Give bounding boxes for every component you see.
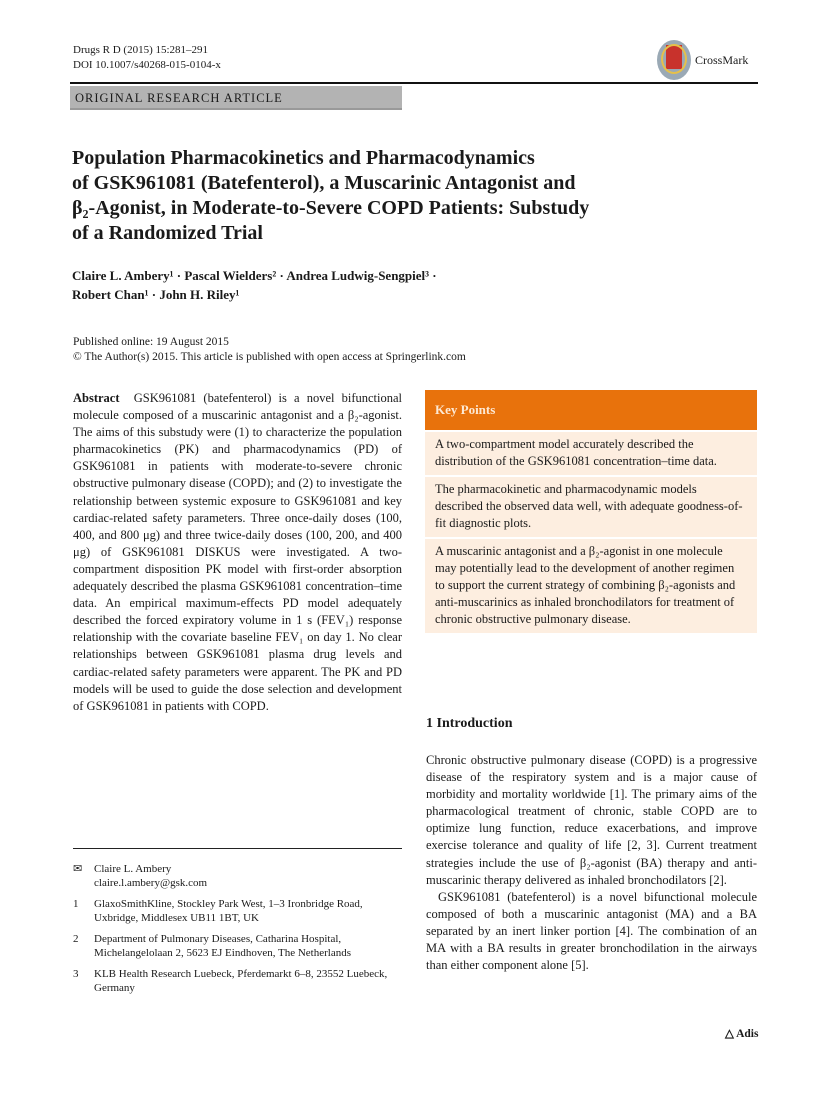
publisher-name: Adis (736, 1028, 759, 1040)
key-point: A two-compartment model accurately described the distribution of the GSK961081 concentration–time data. (425, 430, 757, 475)
paragraph: GSK961081 (batefenterol) is a novel bifunctional molecule composed of both a muscarinic antagonist (MA) and a BA separated by an inert linker portion [4]. The combination of an MA with a BA results in greater bronchodilation in the airways than either component alone [5]. (426, 889, 757, 973)
title-line: β₂-Agonist, in Moderate-to-Severe COPD Patients: Substudy (72, 197, 590, 219)
crossmark-label: CrossMark (695, 53, 749, 67)
article-type-banner: ORIGINAL RESEARCH ARTICLE (70, 86, 402, 110)
published-date: Published online: 19 August 2015 (73, 336, 229, 348)
introduction-body (426, 752, 757, 974)
title-line: Population Pharmacokinetics and Pharmacodynamics (72, 147, 535, 169)
title-line: of a Randomized Trial (72, 222, 263, 244)
key-point: A muscarinic antagonist and a β₂-agonist in one molecule may potentially lead to the development of another regimen to support the current strategy of combining β₂-agonists and anti-muscarinics as inhaled bronchodilators for treatment of chronic obstructive pulmonary disease. (425, 537, 757, 633)
affiliation-number: 3 (73, 968, 79, 980)
crossmark-icon (657, 40, 691, 80)
author-line: Claire L. Ambery¹ · Pascal Wielders² · Andrea Ludwig-Sengpiel³ · (72, 268, 437, 283)
footnote-rule (73, 848, 402, 849)
journal-citation: Drugs R D (2015) 15:281–291 (73, 44, 209, 56)
correspondence-and-affiliations (73, 855, 402, 995)
affiliation (73, 967, 402, 995)
affiliation-text: GlaxoSmithKline, Stockley Park West, 1–3 Ironbridge Road, Uxbridge, Middlesex UB11 1BT, UK (94, 898, 363, 924)
affiliation-number: 1 (73, 898, 79, 910)
abstract-heading: Abstract (73, 391, 120, 405)
article-title (72, 146, 692, 246)
affiliation-text: Department of Pulmonary Diseases, Catharina Hospital, Michelangelolaan 2, 5623 EJ Eindhoven, The Netherlands (94, 933, 352, 959)
publication-info (73, 335, 466, 365)
abstract (73, 390, 402, 715)
key-points-heading: Key Points (425, 390, 757, 430)
paragraph: Chronic obstructive pulmonary disease (COPD) is a progressive disease of the respiratory system and is a major cause of morbidity and mortality worldwide [1]. The primary aims of the pharmacological treatment of chronic, stable COPD are to optimize lung function, reduce exacerbations, and improve exercise tolerance and quality of life [2, 3]. Current treatment strategies include the use of β₂-agonist (BA) therapy and anti-muscarinic therapy delivered as inhaled bronchodilators [2]. (426, 753, 757, 887)
adis-triangle-icon: △ (725, 1028, 734, 1040)
doi: DOI 10.1007/s40268-015-0104-x (73, 59, 221, 71)
publisher-logo (725, 1026, 758, 1040)
header-rule (70, 82, 758, 84)
journal-info (73, 43, 221, 73)
email-link[interactable]: claire.l.ambery@gsk.com (94, 877, 208, 889)
corresponding-author: Claire L. Ambery (94, 863, 172, 875)
abstract-text: GSK961081 (batefenterol) is a novel bifunctional molecule composed of a muscarinic antagonist and a β₂-agonist. The aims of this substudy were (1) to characterize the population pharmacokinetics (PK) and pharmacodynamics (PD) of GSK961081 in patients with moderate-to-severe chronic obstructive pulmonary disease (COPD); and (2) to investigate the relationship between systemic exposure to GSK961081 and key cardiac-related safety parameters. Three once-daily doses (100, 400, and 800 μg) and three twice-daily doses (100, 200, and 400 μg) of GSK961081 DISKUS were investigated. A two-compartment disposition PK model with first-order absorption adequately described the plasma GSK961081 concentration–time data. An empirical maximum-effects PD model adequately described the forced expiratory volume in 1 s (FEV₁) response relationship with the covariate baseline FEV₁ on day 1. No clear relationships between GSK961081 plasma drug levels and cardiac-related safety parameters were apparent. The PK and PD models will be used to guide the dose selection and development of GSK961081 in patients with COPD. (73, 391, 403, 713)
author-line: Robert Chan¹ · John H. Riley¹ (72, 287, 240, 302)
crossmark-badge[interactable] (657, 40, 757, 80)
key-points-box (425, 390, 757, 633)
copyright: © The Author(s) 2015. This article is published with open access at Springerlink.com (73, 351, 466, 363)
affiliation-text: KLB Health Research Luebeck, Pferdemarkt 6–8, 23552 Luebeck, Germany (94, 968, 388, 994)
title-line: of GSK961081 (Batefenterol), a Muscarinic Antagonist and (72, 172, 576, 194)
affiliation (73, 897, 402, 925)
affiliation-number: 2 (73, 933, 79, 945)
key-point: The pharmacokinetic and pharmacodynamic models described the observed data well, with adequate goodness-of-fit diagnostic plots. (425, 475, 757, 537)
section-heading: 1 Introduction (426, 716, 513, 731)
authors (72, 266, 437, 304)
affiliation (73, 932, 402, 960)
envelope-icon: ✉ (73, 863, 83, 875)
